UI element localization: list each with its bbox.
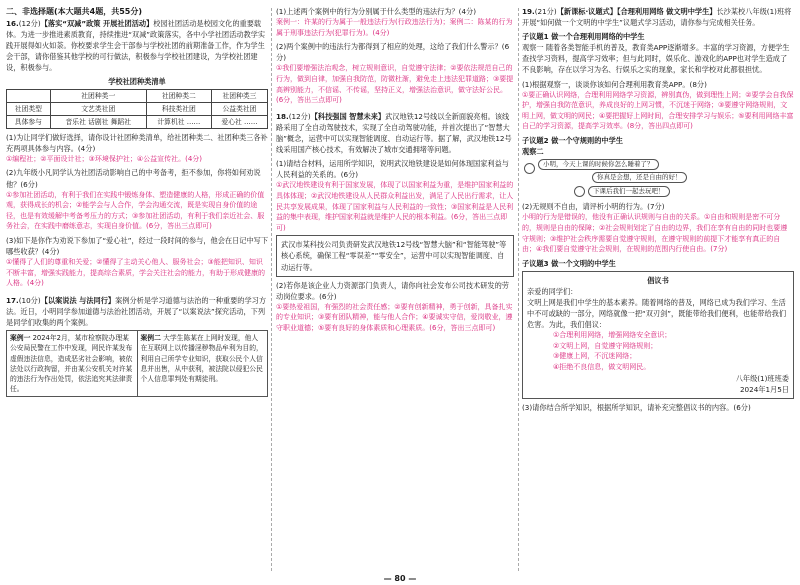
case-one: [7, 331, 137, 396]
q19-tag: 【新课标·议题式】【合理利用网络 做文明中学生】: [556, 7, 717, 16]
letter-point: ③健康上网，不沉迷网络；: [553, 352, 637, 361]
column-divider-2: [518, 8, 519, 571]
letter-point: ④拒绝不良信息，做文明网民。: [553, 363, 651, 372]
q17-answer1: 案例一：许某的行为属于一般违法行为(行政违法行为)；案例二：陈某的行为属于刑事违法行为(犯罪行为)。(4分): [276, 18, 513, 37]
letter-box: [522, 271, 794, 399]
table-header: [7, 89, 51, 102]
column-right: [522, 6, 794, 413]
q19-answer2: 小明的行为是错误的，他没有正确认识规则与自由的关系。①自由和规则是密不可分的，规则是自由的保障；②社会规则划定了自由的边界，我们在享有自由的同时也要遵守规则；③维护社会秩序需要自觉遵守规则，在遵守规则的前提下才能享有真正的自由；④我们要自觉遵守社会规则，在规则的范围内行使自由。(7分): [522, 213, 788, 254]
case-two-title: 案例二: [140, 334, 161, 343]
q18-points: (12分): [288, 111, 311, 121]
letter-greeting: 亲爱的同学们：: [527, 286, 578, 296]
column-left: [6, 6, 268, 397]
q18-sub2: (2)若你是该企业人力资源部门负责人，请你向社会发布公司技术研发的劳动岗位要求。(6分): [276, 280, 509, 301]
q18-number: 18.: [276, 111, 289, 121]
letter-signature: 八年级(1)班班委: [735, 373, 789, 383]
q17-sub1: (1)上述两个案例中的行为分别属于什么类型的违法行为？(4分): [276, 7, 477, 16]
cartoon-illustration: [522, 159, 794, 199]
letter-point: ①合理利用网络，增强网络安全意识；: [553, 331, 672, 340]
person-icon: [524, 163, 535, 174]
letter-title: 倡议书: [647, 275, 669, 285]
case-one-title: 案例一: [10, 334, 31, 343]
letter-point: ②文明上网，自觉遵守网络规则；: [553, 341, 658, 350]
q16-answer3: ①懂得了人们的尊重和关爱；②懂得了主动关心他人、服务社会；③能把知识、知识不断丰富，增强实践能力，提高综合素质，学会关注社会的能力，有助于形成健康的人格。(4分): [6, 258, 265, 288]
q16-tag: 【落实“双减”政策 开展社团活动】: [40, 19, 154, 29]
table-cell: 爱心社 ……: [211, 115, 267, 128]
q17-tag: 【以案说法 与法同行】: [40, 295, 116, 305]
q16-answer1: ①编程社；②平面设计社；③环境保护社；④公益宣传社。(4分): [6, 154, 203, 163]
q19-observation1: 观察一 随着各类智能手机的普及，教育类APP逐渐增多。丰富的学习资源，方便学生查找学习资料，提高学习效率；但与此同时，娱乐化、游戏化的APP也对学生造成了不良影响，存在以学习为名、行娱乐之实的现象，家长和学校对此都很担忧。: [522, 43, 790, 75]
table-header: 社团种类一: [50, 89, 146, 102]
q16-sub3: (3)如下是你作为劝说下参加了“爱心社”，经过一段时间的参与，他会在日记中写下哪些收获？(4分): [6, 236, 269, 257]
q16-stem-text: 校园社团活动是校园文化的重要载体。为进一步推进素质教育，持续推进“双减”政策落实，各中小学社团活动教学实践开展得如火如荼。你校要求学生会干部参与学校社团的前期准备工作，作为学生会干部，请你借鉴其他学校的可行做法，积极参与学校社团建设，为学校社团建设，积极参与。: [6, 19, 266, 73]
q18-material-box: [276, 235, 514, 276]
q19-subtopic2: 子议题2 做一个守规则的中学生: [522, 136, 623, 146]
table-cell: 文艺类社团: [50, 102, 146, 115]
q19-sub2: (2)无规则不自由，请评析小明的行为。(7分): [522, 202, 665, 212]
case-two-text: 大学生陈某在上网时发现，他人在互联网上以传播淫秽物品牟利为目的，利用自己所学专业知识，获取公民个人信息并出售，从中获利，被法院以侵犯公民个人信息罪判处有期徒刑。: [140, 334, 263, 384]
q18-answer1: ①武汉地铁建设有利于国家发展，体现了以国家利益为重，是维护国家利益的具体体现；②武汉地铁建设从人民群众利益出发，满足了人民出行需求，让人民共享发展成果，体现了国家利益与人民利益的一致性；③国家利益是人民利益的集中表现，维护国家利益就是维护人民的根本利益。(6分，答出三点即可): [276, 181, 514, 232]
q16-points: (12分): [18, 19, 41, 29]
q18-material-text: 武汉市某科技公司负责研发武汉地铁12号线“智慧大脑”和“智能驾驶”等核心系统，确保工程“零误差”“零安全”，运营中可以实现智能调度、自动运行等。: [281, 240, 507, 272]
table-caption: 学校社团种类清单: [108, 76, 166, 86]
q17-stem: [6, 295, 268, 328]
letter-body: 文明上网是我们中学生的基本素养。随着网络的普及，网络已成为我们学习、生活中不可或缺的一部分，网络就像一把“双刃剑”，既能带给我们便利，也能带给我们危害。为此，我们倡议：: [527, 297, 787, 330]
column-middle: [276, 6, 514, 334]
club-table: [6, 89, 268, 129]
case-two: [137, 331, 268, 396]
table-cell: 公益类社团: [211, 102, 267, 115]
q19-stem: [522, 6, 794, 28]
q19-answer1: ①要正确认识网络，合理利用网络学习资源，辨别真伪，做到理性上网；②要学会自我保护，增强自我防范意识，养成良好的上网习惯，不沉迷于网络；③要遵守网络规则，文明上网，做文明的网民；④要把握好上网时间，合理安排学习与娱乐；⑤要利用网络丰富自己的学习资源，提高学习效率。(8分，答出四点即可): [522, 90, 794, 131]
q17-sub2: (2)两个案例中的违法行为都得到了相应的处理，这给了我们什么警示？(6分): [276, 42, 510, 63]
table-cell: 音乐社 话剧社 舞蹈社: [50, 115, 146, 128]
q19-points: (21分): [534, 7, 557, 16]
table-cell: 社团类型: [7, 102, 51, 115]
table-row: [7, 102, 268, 115]
q16-number: 16.: [6, 19, 19, 29]
q18-answer2: ①要热爱祖国，有强烈的社会责任感；②要有创新精神，勇于创新，具备扎实的专业知识；③要有团队精神，能与他人合作；④要诚实守信，爱岗敬业，遵守职业道德；⑤要有良好的身体素质和心理素质。(6分，答出三点即可): [276, 302, 513, 333]
q18-sub1: (1)请结合材料，运用所学知识，说明武汉地铁建设是如何体现国家利益与人民利益的关系的。(6分): [276, 159, 509, 180]
q16-stem: [6, 18, 268, 73]
q16-sub2: (2)九年级小凡同学认为社团活动影响自己的中考备考，拒不参加，你将如何劝说他？(6分): [6, 168, 261, 189]
q18-tag: 【科技强国 智慧未来】: [310, 111, 386, 121]
speech-bubble: 你真是会想，还是自由的好！: [592, 172, 687, 183]
q18-stem-text: 武汉地铁12号线以全新面貌亮相。该线路采用了全自动驾驶技术，实现了全自动驾驶功能，并首次提出了“智慧大脑”概念，运营中可以实现智能调度、自动运行等。据了解，武汉地铁12号线采用国产核心技术，有效解决了城市交通拥堵等问题。: [276, 111, 512, 155]
case-one-text: 2024年2月，某市检察院办理某公安局民警在工作中发现，网民许某发布虚假违法信息，造成恶劣社会影响，被依法处以行政拘留，并由某公安机关对许某的违法行为作出处罚，依法追究其法律责任。: [10, 334, 133, 394]
section-title: 二、非选择题(本大题共4题，共55分): [6, 7, 143, 16]
q19-subtopic3: 子议题3 做一个文明的中学生: [522, 258, 616, 268]
speech-bubble: 下课后我们一起去玩吧！: [588, 186, 670, 197]
q17-points: (10分): [18, 295, 41, 305]
table-cell: 计算机社 ……: [146, 115, 211, 128]
q19-number: 19.: [522, 7, 535, 16]
q19-stem-text: 长沙某校八年级(1)班将开展“如何做一个文明的中学生”议题式学习活动，请你参与完成相关任务。: [522, 7, 792, 28]
q18-stem: [276, 111, 514, 155]
q19-sub1: (1)根据观察一，谈谈你该如何合理利用教育类APP。(8分): [522, 79, 707, 89]
table-header: 社团种类二: [146, 89, 211, 102]
q19-sub3: (3)请你结合所学知识，根据所学知识，请补充完整倡议书的内容。(6分): [522, 402, 751, 412]
table-cell: 具体参与: [7, 115, 51, 128]
q16-answer2: ①参加社团活动，有利于我们在实践中锻炼身体、塑造健康的人格，形成正确的价值观，获得成长的机会；②能学会与人合作，学会沟通交流，既是实现自身价值的途径，也是有效缓解中考备考压力的方式；③参加社团活动，有利于我们亲近社会、服务社会，在实践中磨练意志，实现自身价值。(6分，答出三点即可): [6, 190, 265, 231]
table-header: 社团种类三: [211, 89, 267, 102]
case-grid: [6, 330, 268, 397]
q19-subtopic1: 子议题1 做一个合理利用网络的中学生: [522, 32, 645, 42]
q17-answer2: ①我们要增强法治观念，树立规则意识，自觉遵守法律；②要依法规范自己的行为，做到自律，加强自我防范，防微杜渐，避免走上违法犯罪道路；③要提高辨别能力，不信谣、不传谣，坚持正义，增强法治意识，做守法好公民。(6分，答出三点即可): [276, 64, 514, 105]
q17-stem-text: 案例分析是学习道德与法治的一种重要的学习方法。近日，小明同学参加道德与法治社团活动，开展了“以案说法”探究活动，下列是同学们收集的两个案例。: [6, 295, 267, 328]
letter-date: 2024年1月5日: [739, 384, 789, 394]
table-row: [7, 115, 268, 128]
q19-observation2-label: 观察二: [522, 147, 544, 157]
q16-sub1: (1)为让同学们做好选择，请你设计社团种类清单，给社团种类二、社团种类三各补充两项具体参与内容。(4分): [6, 132, 268, 153]
person-icon: [574, 186, 585, 197]
column-divider-1: [271, 8, 272, 571]
q17-number: 17.: [6, 295, 19, 305]
speech-bubble: 小明，今天上课的时候你怎么睡着了？: [538, 159, 659, 170]
page-number: — 80 —: [383, 574, 417, 583]
table-header-row: [7, 89, 268, 102]
table-cell: 科技类社团: [146, 102, 211, 115]
